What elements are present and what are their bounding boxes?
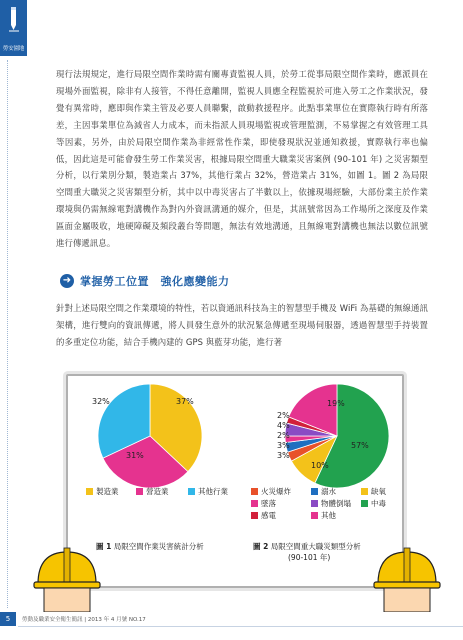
legend-swatch: [311, 488, 318, 495]
legend-swatch: [251, 512, 258, 519]
legend-label: 缺氧: [371, 487, 386, 496]
caption-1: [96, 541, 204, 552]
side-divider: [7, 60, 9, 608]
body-paragraph-2: 針對上述局限空間之作業環境的特性，若以資通訊科技為主的智慧型手機及 WiFi 為基礎的無線通訊架構，進行雙向的資訊傳遞，將人員發生意外的狀況緊急傳遞至現場伺服器，透過智慧型手持裝置的多重定位功能，結合手機內建的 GPS 與藍芽功能，進行著: [56, 303, 428, 347]
page-number: 5: [0, 612, 16, 626]
journal-title: 勞動及職業安全衛生簡訊 | 2013 年 4 月號 NO.17: [22, 617, 146, 623]
legend-label: 物體倒塌: [321, 499, 351, 508]
legend-label: 溺水: [321, 487, 336, 496]
legend-item: [311, 510, 336, 521]
legend-swatch: [251, 500, 258, 507]
legend-label: 營造業: [146, 487, 169, 496]
legend-label: 其他行業: [198, 487, 228, 496]
legend-item: [311, 486, 336, 497]
legend-item: [361, 486, 386, 497]
legend-item: [188, 486, 228, 497]
section-tab: [0, 0, 27, 56]
section-heading-text: 掌握勞工位置 強化應變能力: [80, 275, 230, 288]
data-label-6: 4%: [277, 421, 290, 430]
body-paragraph-1: 現行法規規定，進行局限空間作業時需有關專責監視人員，於勞工從事局限空間作業時，應派員在現場外面監視，除非有人接管，不得任意離開，監視人員應全程監視於可進入勞工之作業狀況，發覺有異常時，應即與作業主管及必要人員聯繫，啟動救援程序。此點事業單位在實際執行時有所落差，主因事業單位為減省人力成本，而未指派人員現場監視或管理監測，不易掌握之有效管理工具等因素，另外，由於局限空間作業為非經常性作業，即使發現狀況並通知救援，實際執行率也偏低，因此這是可能會發生勞工作業災害，根據局限空間重大職業災害案例 (90-101 年) 之災害類型分析，以行業別分類，製造業占 37%，其他行業占 32%，營造業占 31%，如圖 1。圖 2 為局限空間重大職災之災害類型分析，其中以中毒災害占了半數以上，依據現場經驗，大部份業主於作業環境與仍需無線電對講機作為對內外資訊溝通的媒介，但是，其訊號常因為工作場所之深度及作業區面金屬吸收，地硬障礙及頻段叢台等問題，無法有效地溝通，且無線電對講機也無法以數位訊號進行傳遞訊息。: [56, 69, 428, 249]
legend-item: [136, 486, 169, 497]
data-label-2: 10%: [311, 461, 329, 470]
data-label-4: 3%: [277, 441, 290, 450]
legend-label: 感電: [261, 511, 276, 520]
data-label-8: 19%: [327, 399, 345, 408]
legend-swatch: [136, 488, 143, 495]
caption-2-text: 局限空間重大職災類型分析: [270, 542, 361, 551]
caption-1-number: 圖 1: [96, 542, 112, 551]
data-label-1: 37%: [176, 397, 194, 406]
data-label-7: 2%: [277, 411, 290, 420]
data-label-2: 31%: [126, 451, 144, 460]
data-label-1: 57%: [351, 441, 369, 450]
legend-swatch: [188, 488, 195, 495]
legend-item: [251, 498, 276, 509]
data-label-3: 32%: [92, 397, 110, 406]
legend-label: 製造業: [96, 487, 119, 496]
caption-2-number: 圖 2: [253, 542, 269, 551]
caption-2-sub: (90-101 年): [288, 553, 331, 562]
legend-swatch: [86, 488, 93, 495]
caption-2: [253, 541, 361, 552]
worker-helmet-icon: [372, 540, 442, 612]
legend-item: [311, 498, 351, 509]
legend-label: 其他: [321, 511, 336, 520]
data-label-5: 2%: [277, 431, 290, 440]
footer-rule: [18, 626, 463, 627]
legend-swatch: [311, 500, 318, 507]
caption-1-text: 局限空間作業災害統計分析: [113, 542, 204, 551]
chart-board: [66, 374, 404, 588]
legend-item: [251, 510, 276, 521]
pencil-icon: [5, 5, 22, 33]
legend-label: 墜落: [261, 499, 276, 508]
legend-swatch: [311, 512, 318, 519]
legend-item: [361, 498, 386, 509]
legend-swatch: [361, 488, 368, 495]
data-label-3: 3%: [277, 451, 290, 460]
legend-label: 中毒: [371, 499, 386, 508]
section-tab-label: 勞安園地: [2, 46, 25, 52]
legend-swatch: [251, 488, 258, 495]
page-footer: [0, 612, 463, 640]
legend-item: [251, 486, 291, 497]
worker-helmet-icon: [32, 540, 102, 612]
legend-item: [86, 486, 119, 497]
legend-swatch: [361, 500, 368, 507]
section-heading: [60, 272, 230, 290]
arrow-right-icon: ➜: [60, 274, 74, 288]
legend-label: 火災爆炸: [261, 487, 291, 496]
